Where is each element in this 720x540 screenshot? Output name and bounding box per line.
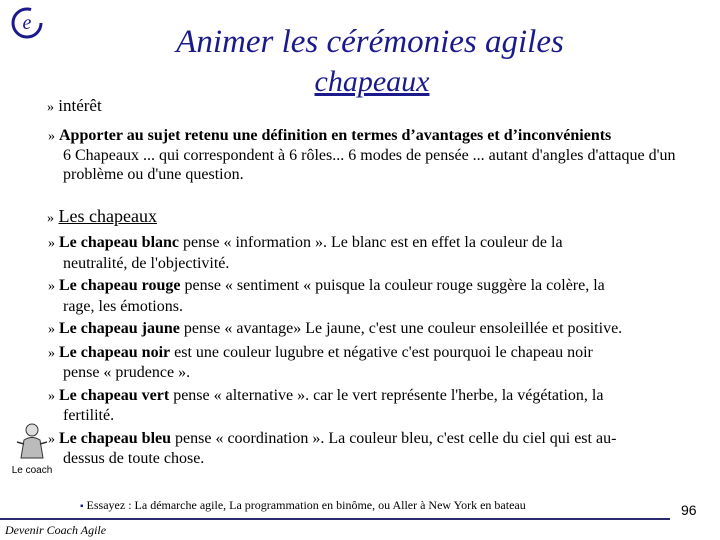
bullet-marker: » [48,345,55,361]
hat-desc-cont: neutralité, de l'objectivité. [63,254,230,272]
bullet-marker: » [47,100,54,115]
hat-name: Le chapeau vert [59,386,170,404]
hat-desc: pense « alternative ». car le vert représente l'herbe, la végétation, la [169,386,604,404]
hat-desc: est une couleur lugubre et négative c'est pourquoi le chapeau noir [170,343,593,361]
coach-figure [6,422,58,476]
bullet-marker: » [48,431,55,447]
coach-icon [15,422,49,462]
hat-name: Le chapeau rouge [59,277,181,294]
hat-name: Le chapeau blanc [59,234,180,251]
square-bullet-icon: ▪ [80,501,84,512]
essay-line [80,498,526,513]
bullet-marker: » [48,236,55,251]
interet-label: intérêt [58,96,102,115]
hat-desc: pense « sentiment « puisque la couleur rouge suggère la colère, la [180,277,605,294]
hat-item-noir [48,343,700,383]
intro-text: 6 Chapeaux ... qui correspondent à 6 rôles... 6 modes de pensée ... autant d'angles d'attaque d'un problème ou d'une question. [63,147,676,183]
page-number: 96 [681,502,697,518]
coach-label: Le coach [11,465,53,476]
hat-name: Le chapeau jaune [59,320,180,337]
bullet-marker: » [48,388,55,404]
svg-text:e: e [22,12,32,34]
footer-rule [0,518,670,520]
hat-name: Le chapeau bleu [59,429,172,447]
intro-paragraph [48,126,698,184]
intro-prefix: Apporter au sujet retenu une définition en termes d’avantages et d’inconvénients [59,127,612,144]
hat-desc-cont: rage, les émotions. [63,297,183,315]
section-chapeaux [47,206,157,227]
section-title: Les chapeaux [58,206,157,226]
bullet-marker: » [48,279,55,294]
bullet-marker: » [48,129,55,144]
page-subtitle: chapeaux [314,65,430,98]
hat-name: Le chapeau noir [59,343,171,361]
hat-desc-cont: fertilité. [63,407,115,424]
hats-list [48,233,700,472]
page-title: Animer les cérémonies agiles [176,24,564,60]
essay-text: La démarche agile, La programmation en binôme, ou Aller à New York en bateau [134,498,526,512]
hat-desc: pense « information ». Le blanc est en effet la couleur de la [179,234,563,251]
section-interet [47,96,102,116]
hat-desc: pense « avantage» Le jaune, c'est une couleur ensoleillée et positive. [179,320,623,337]
footer-text: Devenir Coach Agile [5,523,107,537]
hat-item-vert [48,386,700,426]
hat-desc: pense « coordination ». La couleur bleu, c'est celle du ciel qui est au- [171,429,617,447]
hat-item-rouge [48,276,700,316]
hat-item-blanc [48,233,700,273]
bullet-marker: » [48,322,55,337]
hat-desc-cont: pense « prudence ». [63,364,191,381]
hat-item-jaune [48,319,700,340]
hat-item-bleu [48,429,700,469]
essay-label: Essayez : [86,498,132,512]
bullet-marker: » [47,211,54,226]
hat-desc-cont: dessus de toute chose. [63,450,205,467]
